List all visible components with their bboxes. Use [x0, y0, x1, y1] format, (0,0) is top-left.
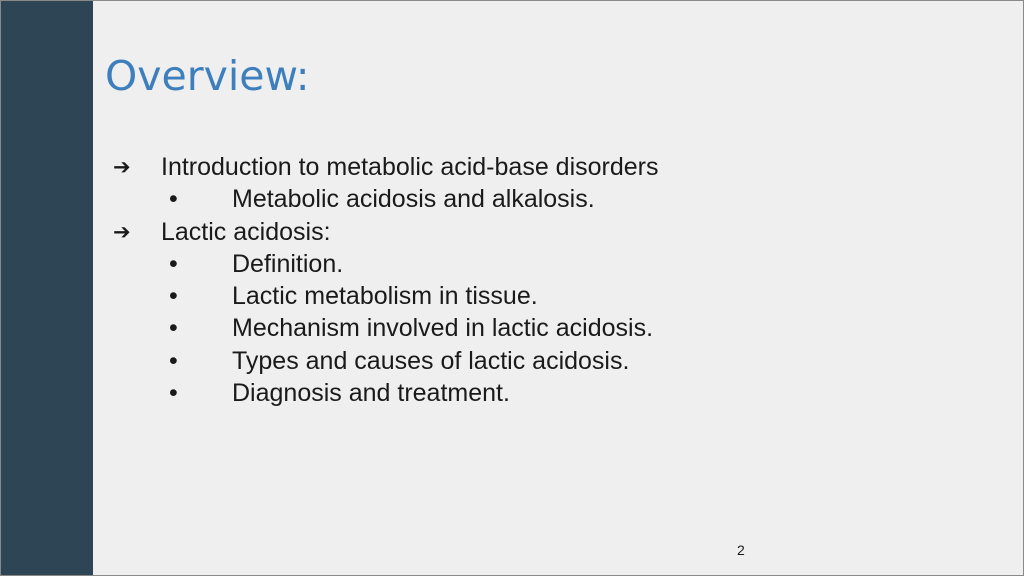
outline-item-text: Introduction to metabolic acid-base disorders: [161, 153, 659, 181]
outline-subitem-text: Metabolic acidosis and alkalosis.: [232, 185, 595, 214]
arrow-icon: ➔: [113, 219, 131, 244]
outline-subitem-text: Types and causes of lactic acidosis.: [232, 346, 630, 375]
bullet-icon: •: [169, 185, 178, 214]
outline-subitem: [113, 248, 659, 280]
side-bar: [1, 1, 93, 576]
outline-subitem: [113, 183, 659, 215]
bullet-icon: •: [169, 379, 178, 408]
bullet-icon: •: [169, 314, 178, 343]
outline-item: [113, 216, 659, 248]
outline-subitem: [113, 345, 659, 377]
outline-item: [113, 151, 659, 183]
outline-subitem: [113, 312, 659, 344]
outline-item-text: Lactic acidosis:: [161, 217, 331, 246]
slide-title: Overview:: [105, 52, 310, 100]
arrow-icon: ➔: [113, 155, 131, 179]
outline-subitem: [113, 280, 659, 312]
bullet-icon: •: [169, 282, 178, 311]
outline-subitem-text: Definition.: [232, 249, 344, 278]
page-number: 2: [737, 542, 745, 558]
bullet-icon: •: [169, 346, 178, 375]
outline-subitem-text: Lactic metabolism in tissue.: [232, 282, 538, 311]
outline-list: [113, 151, 659, 409]
outline-subitem-text: Mechanism involved in lactic acidosis.: [232, 314, 654, 343]
outline-subitem-text: Diagnosis and treatment.: [232, 379, 510, 408]
bullet-icon: •: [169, 249, 178, 278]
outline-subitem: [113, 377, 659, 409]
